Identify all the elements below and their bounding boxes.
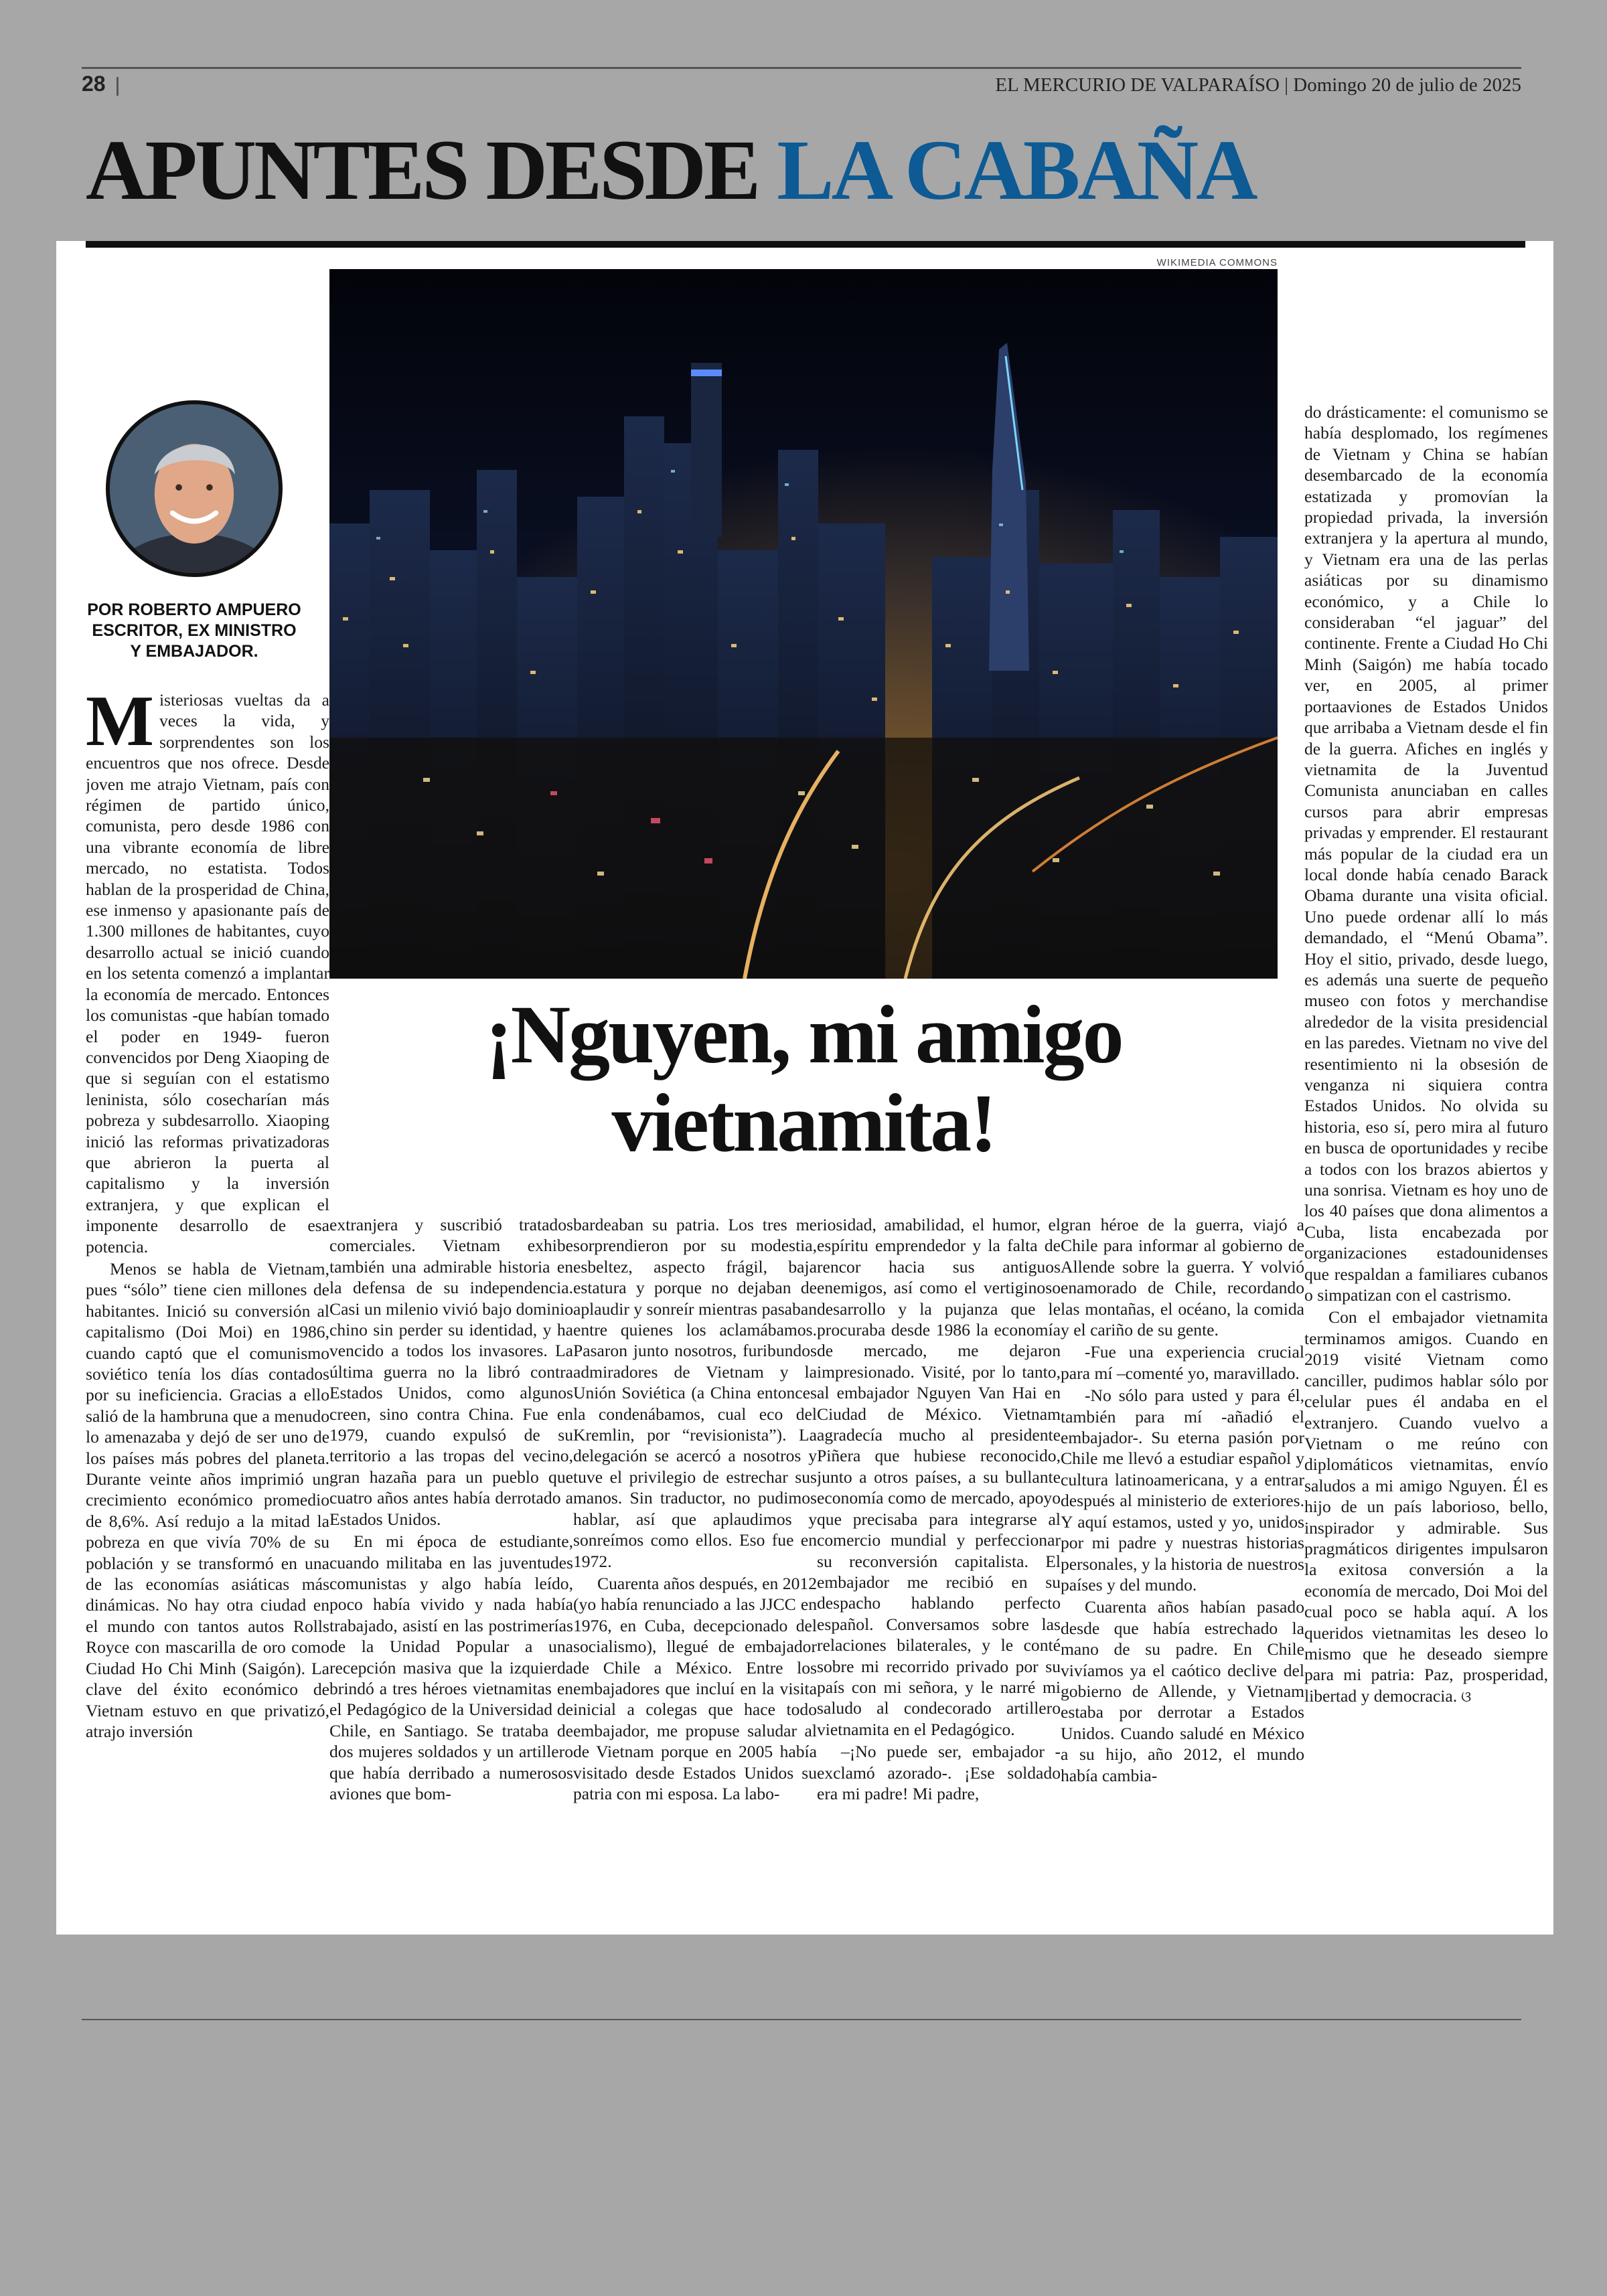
- end-mark-icon: ଓ: [1461, 1688, 1472, 1706]
- article-headline: [329, 991, 1278, 1167]
- paragraph: Cuarenta años después, en 2012 (yo había renunciado a las JJCC en 1976, en Cuba, decepcionado del socialismo), llegué de embajador de Chile a México. Entre los embajadores que incluí en la visita inicial a colegas que hace todo embajador, me propuse saludar al de Vietnam porque en 2005 había visitado desde Estados Unidos su patria con mi esposa. La labo-: [573, 1573, 817, 1803]
- paragraph: –¡No puede ser, embajador -exclamó azorado-. ¡Ese soldado era mi padre! Mi padre,: [817, 1742, 1061, 1803]
- drop-cap: M: [86, 689, 154, 761]
- paragraph: Menos se habla de Vietnam, pues “sólo” tiene cien millones de habitantes. Inició su conversión al capitalismo (Doi Moi) en 1986, cuando captó que el comunismo soviético tenía los días contados por su ineficiencia. Gracias a ello salió de la hambruna que a menudo lo amenazaba y dejó de ser uno de los países más pobres del planeta. Durante veinte años imprimió un crecimiento económico promedio de 8,6%. Así redujo a la mitad la pobreza en que vivía 70% de su población y se transformó en una de las economías asiáticas más dinámicas. No hay otra ciudad en el mundo con tantos autos Rolls Royce con mascarilla de oro como Ciudad Ho Chi Minh (Saigón). La clave del éxito económico de Vietnam estuvo en que privatizó, atrajo inversión: [86, 1258, 329, 1741]
- headline-line-2: vietnamita!: [611, 1077, 996, 1169]
- city-night-photo: [329, 269, 1278, 979]
- paragraph: Cuarenta años habían pasado desde que había estrechado la mano de su padre. En Chile vivíamos ya el caótico declive del gobierno de Allende, y Vietnam estaba por derrotar a Estados Unidos. Cuando saludé en México a su hijo, año 2012, el mundo había cambia-: [1061, 1597, 1304, 1785]
- paragraph: -No sólo para usted y para él, también para mí -añadió el embajador-. Su eterna pasión por Chile me llevó a estudiar español y cultura latinoamericana, y a entrar después al ministerio de exteriores. Y aquí estamos, usted y yo, unidos por mi padre y nuestras historias personales, y la historia de nuestros países y del mundo.: [1061, 1386, 1304, 1594]
- page-header: [82, 67, 1521, 102]
- section-title-dark: APUNTES DESDE: [86, 122, 759, 218]
- article-column-1: [86, 689, 329, 1894]
- page-number: 28: [82, 72, 106, 96]
- article-column-3: [573, 1214, 817, 1897]
- headline-line-1: ¡Nguyen, mi amigo: [485, 989, 1122, 1080]
- skyline-image: [329, 269, 1278, 979]
- byline-role-2: Y EMBAJADOR.: [130, 642, 258, 661]
- masthead: EL MERCURIO DE VALPARAÍSO | Domingo 20 de julio de 2025: [995, 74, 1521, 96]
- author-portrait: [106, 400, 283, 577]
- section-title: [86, 122, 1255, 218]
- paragraph: gran héroe de la guerra, viajó a Chile para informar al gobierno de Allende sobre la guerra. Y volvió enamorado de Chile, recordando las montañas, el océano, la comida y el cariño de su gente.: [1061, 1215, 1304, 1340]
- article-page: [56, 241, 1553, 1935]
- paragraph: do drásticamente: el comunismo se había desplomado, los regímenes de Vietnam y China se habían desembarcado de la economía estatizada y promovían la propiedad privada, la inversión extranjera y la apertura al mundo, y Vietnam era una de las perlas asiáticas por su dinamismo económico, y a Chile lo consideraban “el jaguar” del continente. Frente a Ciudad Ho Chi Minh (Saigón) me había tocado ver, en 2005, al primer portaaviones de Estados Unidos que arribaba a Vietnam desde el fin de la guerra. Afiches en inglés y vietnamita de la Juventud Comunista anunciaban en calles cursos para abrir empresas privadas y emprender. El restaurant más popular de la ciudad era un local donde había cenado Barack Obama durante una visita oficial. Uno puede ordenar allí lo más demandado, el “Menú Obama”. Hoy el sitio, privado, desde luego, es además una suerte de pequeño museo con fotos y merchandise alrededor de la visita presidencial en las paredes. Vietnam no vive del resentimiento ni la obsesión de venganza ni siquiera contra Estados Unidos. No olvida su historia, eso sí, pero mira al futuro en busca de oportunidades y recibe a todos con los brazos abiertos y una sonrisa. Vietnam es hoy uno de los 40 países que dona alimentos a Cuba, lista encabezada por organizaciones estadounidenses que respaldan a familiares cubanos o simpatizan con el castrismo.: [1304, 402, 1548, 1305]
- paragraph: En mi época de estudiante, cuando militaba en las juventudes comunistas y algo había leído, poco había vivido y nada había trabajado, asistí en las postrimerías de la Unidad Popular a una recepción masiva que la izquierda brindó a tres héroes vietnamitas en el Pedagógico de la Universidad de Chile, en Santiago. Se trataba de dos mujeres soldados y un artillero que había derribado a numerosos aviones que bom-: [329, 1532, 573, 1803]
- paragraph: [86, 689, 329, 1257]
- paragraph: extranjera y suscribió tratados comerciales. Vietnam exhibe también una admirable historia en la defensa de su independencia. Casi un milenio vivió bajo dominio chino sin perder su identidad, y ha vencido a todos los invasores. La última guerra no la libró contra Estados Unidos, como algunos creen, sino contra China. Fue en 1979, cuando expulsó de su territorio a las tropas del vecino, gran hazaña para un pueblo que cuatro años antes había derrotado a Estados Unidos.: [329, 1215, 573, 1529]
- title-rule: [86, 241, 1525, 248]
- byline-role: ESCRITOR, EX MINISTRO: [92, 621, 297, 640]
- article-column-4: [817, 1214, 1061, 1897]
- article-column-2: [329, 1214, 573, 1897]
- paragraph: bardeaban su patria. Los tres me sorprendieron por su modestia, esbeltez, aspecto frágil, baja estatura y porque no dejaban de aplaudir y sonreír mientras pasaban entre quienes los aclamábamos. Pasaron junto nosotros, furibundos admiradores de Vietnam y la Unión Soviética (a China entonces la condenábamos, cual eco del Kremlin, por “revisionista”). La delegación se acercó a nosotros y tuve el privilegio de estrechar sus manos. Sin traductor, no pudimos hablar, así que aplaudimos y sonreímos como ellos. Eso fue en 1972.: [573, 1215, 817, 1571]
- byline-name: POR ROBERTO AMPUERO: [87, 600, 301, 619]
- section-title-blue: LA CABAÑA: [777, 122, 1255, 218]
- article-column-5: [1061, 1214, 1304, 1897]
- article-column-6: [1304, 402, 1548, 1908]
- photo-credit: WIKIMEDIA COMMONS: [1156, 257, 1278, 268]
- paragraph: -Fue una experiencia crucial para mí –comenté yo, maravillado.: [1061, 1342, 1304, 1383]
- author-byline: [87, 600, 301, 662]
- paragraph-text: Con el embajador vietnamita terminamos amigos. Cuando en 2019 visité Vietnam como canciller, pudimos hablar sólo por celular pues él andaba en el extranjero. Cuando vuelvo a Vietnam o me reúno con diplomáticos vietnamitas, envío saludos a mi amigo Nguyen. Él es hijo de un país laborioso, bello, inspirador y admirable. Sus pragmáticos dirigentes impulsaron la exitosa conversión a la economía de mercado, Doi Moi del cual poco se habla aquí. A los queridos vietnamitas les deseo lo mismo que he deseado siempre para mi patria: Paz, prosperidad, libertad y democracia.: [1304, 1307, 1548, 1706]
- footer-rule: [82, 2019, 1521, 2020]
- paragraph: [1304, 1307, 1548, 1708]
- author-photo: [110, 404, 279, 573]
- paragraph: riosidad, amabilidad, el humor, el espíritu emprendedor y la falta de rencor hacia sus antiguos enemigos, así como el vertiginoso desarrollo y la pujanza que le procuraba desde 1986 la economía de mercado, me dejaron impresionado. Visité, por lo tanto, al embajador Nguyen Van Hai en Ciudad de México. Vietnam agradecía mucho al presidente Piñera que hubiese reconocido, junto a otros países, a su bullante economía como de mercado, apoyo que precisaba para integrarse al comercio mundial y perfeccionar su reconversión capitalista. El embajador me recibió en su despacho hablando perfecto español. Conversamos sobre las relaciones bilaterales, y le conté sobre mi recorrido privado por su país con mi señora, y le narré mi saludo al condecorado artillero vietnamita en el Pedagógico.: [817, 1215, 1061, 1739]
- header-divider: [117, 77, 119, 96]
- paragraph-text: isteriosas vueltas da a veces la vida, y sorprendentes son los encuentros que nos ofrece. Desde joven me atrajo Vietnam, país con régimen de partido único, comunista, pero desde 1986 con una vibrante economía de libre mercado, no estatista. Todos hablan de la prosperidad de China, ese inmenso y apasionante país de 1.300 millones de habitantes, cuyo desarrollo actual se inició cuando en los setenta comenzó a implantar la economía de mercado. Entonces los comunistas -que habían tomado el poder en 1949- fueron convencidos por Deng Xiaoping de que si seguían con el estatismo leninista, sólo cosecharían más pobreza y subdesarrollo. Xiaoping inició las reformas privatizadoras que abrieron la puerta al capitalismo y la inversión extranjera, y que explican el imponente desarrollo de esa potencia.: [86, 690, 329, 1256]
